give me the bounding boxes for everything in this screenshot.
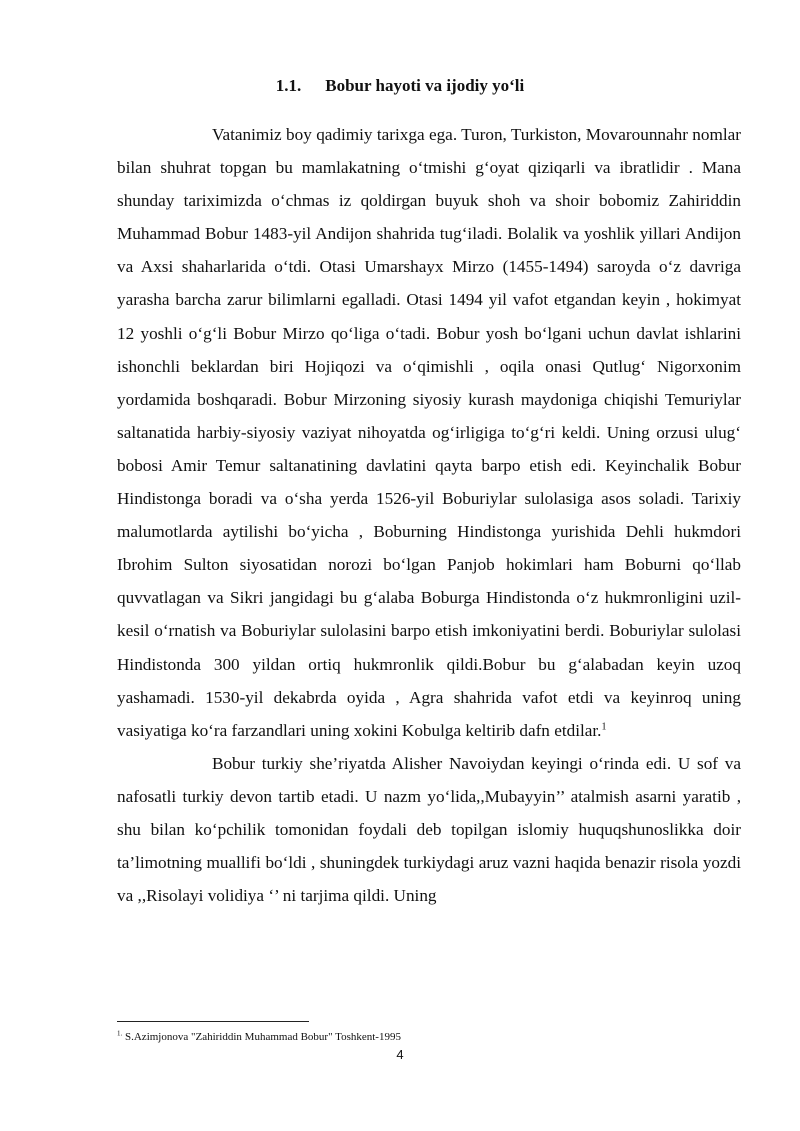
footnote-text: S.Azimjonova "Zahiriddin Muhammad Bobur" Toshkent-1995 xyxy=(125,1031,401,1043)
paragraph xyxy=(117,118,741,747)
paragraph xyxy=(117,747,741,912)
paragraph-text: Bobur turkiy she’riyatda Alisher Navoiydan keyingi o‘rinda edi. U sof va nafosatli turkiy devon tartib etadi. U nazm yo‘lida,,Mubayyin’’ atalmish asarni yaratib , shu bilan ko‘pchilik tomonidan foydali deb topilgan islomiy huquqshunoslikka doir ta’limotning muallifi bo‘ldi , shuningdek turkiydagi aruz vazni haqida benazir risola yozdi va ,,Risolayi volidiya ‘’ ni tarjima qildi. Uning xyxy=(117,753,741,906)
section-number: 1.1. xyxy=(275,76,302,95)
page-number: 4 xyxy=(396,1047,404,1062)
footnote-separator xyxy=(117,1021,309,1022)
footnote xyxy=(117,1031,401,1043)
body-text xyxy=(117,118,741,912)
section-title: Bobur hayoti va ijodiy yo‘li xyxy=(325,76,525,95)
footnote-reference[interactable]: 1 xyxy=(601,720,607,732)
paragraph-text: Vatanimiz boy qadimiy tarixga ega. Turon, Turkiston, Movarounnahr nomlar bilan shuhrat topgan bu mamlakatning o‘tmishi g‘oyat qiziqarli va ibratlidir . Mana shunday tariximizda o‘chmas iz qoldirgan buyuk shoh va shoir bobomiz Zahiriddin Muhammad Bobur 1483-yil Andijon shahrida tug‘iladi. Bolalik va yoshlik yillari Andijon va Axsi shaharlarida o‘tdi. Otasi Umarshayx Mirzo (1455-1494) saroyda o‘z davriga yarasha barcha zarur bilimlarni egalladi. Otasi 1494 yil vafot etgandan keyin , hokimyat 12 yoshli o‘g‘li Bobur Mirzo qo‘liga o‘tadi. Bobur yosh bo‘lgani uchun davlat ishlarini ishonchli beklardan biri Hojiqozi va o‘qimishli , oqila onasi Qutlug‘ Nigorxonim yordamida boshqaradi. Bobur Mirzoning siyosiy kurash maydoniga chiqishi Temuriylar saltanatida harbiy-siyosiy vaziyat nihoyatda og‘irligiga to‘g‘ri keldi. Uning orzusi ulug‘ bobosi Amir Temur saltanatining davlatini qayta barpo etish edi. Keyinchalik Bobur Hindistonga boradi va o‘sha yerda 1526-yil Boburiylar sulolasiga asos soladi. Tarixiy malumotlarda aytilishi bo‘yicha , Boburning Hindistonga yurishida Dehli hukmdori Ibrohim Sulton siyosatidan norozi bo‘lgan Panjob hokimlari ham Boburni qo‘llab quvvatlagan va Sikri jangidagi bu g‘alaba Boburga Hindistonda o‘z hukmronligini uzil-kesil o‘rnatish va Boburiylar sulolasini barpo etish imkoniyatini berdi. Boburiylar sulolasi Hindistonda 300 yildan ortiq hukmronlik qildi.Bobur bu g‘alabadan keyin uzoq yashamadi. 1530-yil dekabrda oyida , Agra shahrida vafot etdi va keyinroq uning vasiyatiga ko‘ra farzandlari uning xokini Kobulga keltirib dafn etdilar. xyxy=(117,125,741,740)
footnote-mark: 1. xyxy=(117,1029,123,1038)
section-heading xyxy=(0,76,800,96)
